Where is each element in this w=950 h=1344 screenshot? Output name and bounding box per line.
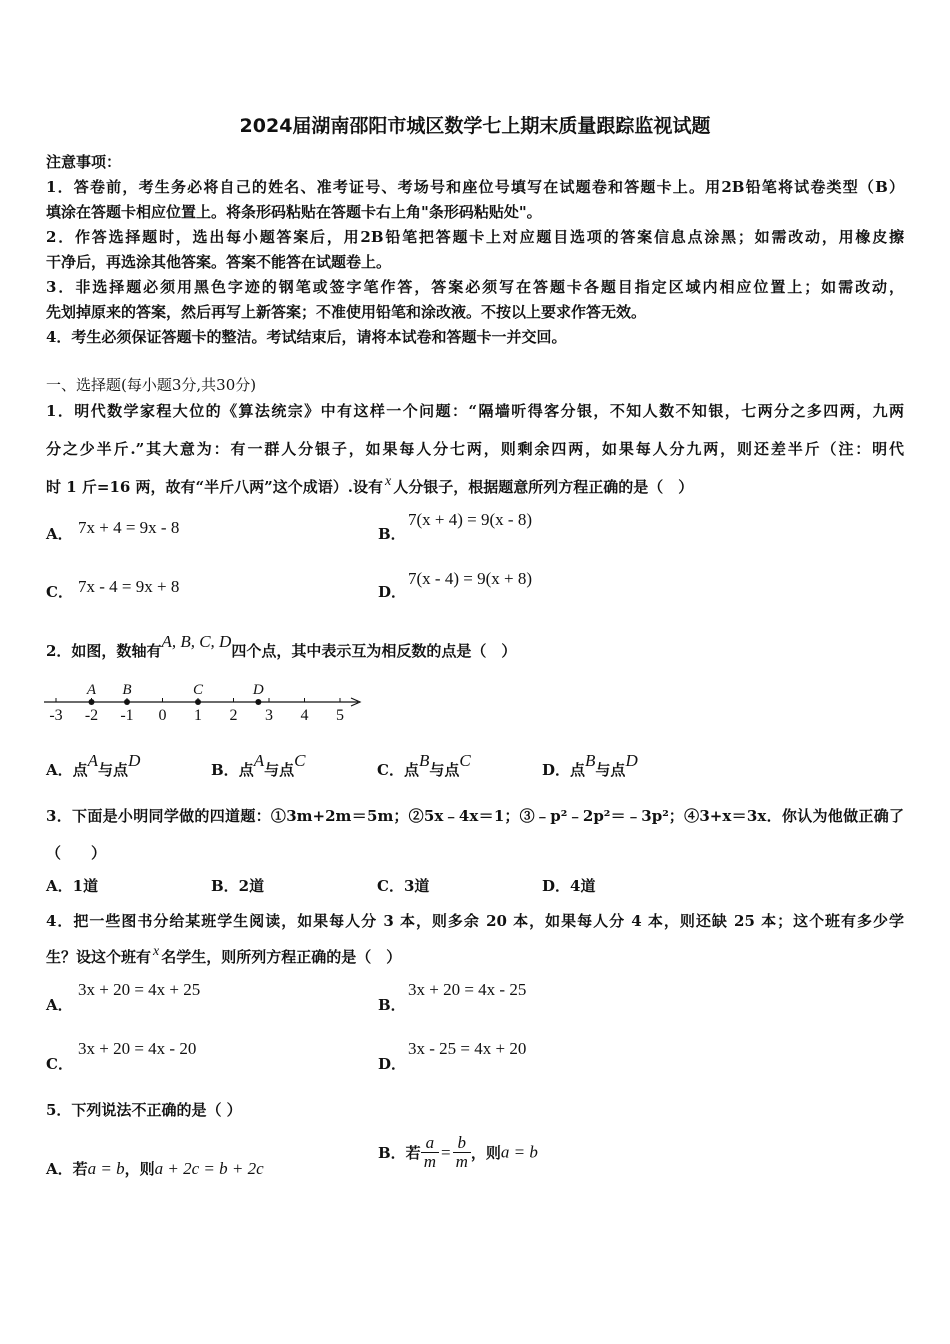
number-line-point-label: D xyxy=(252,682,264,698)
notice-line-2: 填涂在答题卡相应位置上。将条形码粘贴在答题卡右上角"条形码粘贴处"。 xyxy=(46,203,542,221)
q1-option-b-equation: 7(x + 4) = 9(x - 8) xyxy=(408,510,532,529)
q1-option-a-equation: 7x + 4 = 9x - 8 xyxy=(78,518,180,537)
number-line-tick-label: 1 xyxy=(194,707,202,724)
q5-option-a-key: A．若 xyxy=(46,1160,88,1178)
q4-variable: x xyxy=(153,944,160,959)
q1-line-3-a: 时 1 斤=16 两，故有“半斤八两”这个成语）.设有 xyxy=(46,478,384,496)
q5-option-b-key: B．若 xyxy=(378,1144,421,1162)
q2-option-a[interactable] xyxy=(46,751,141,780)
q2-option-part: B． xyxy=(211,761,239,779)
q2-option-part: 点 xyxy=(403,761,419,779)
number-line-figure xyxy=(40,678,370,726)
q5-option-b-result: a = b xyxy=(500,1142,538,1162)
number-line-tick-label: 2 xyxy=(229,707,238,724)
q2-option-part: A xyxy=(87,751,99,770)
q4-line-2 xyxy=(46,944,402,969)
q5-fraction-a-numerator: a xyxy=(421,1134,439,1153)
number-line-tick-label: -2 xyxy=(84,707,99,724)
number-line-point-label: C xyxy=(192,682,204,698)
q3-option-d[interactable]: D．4道 xyxy=(542,877,596,895)
q2-question-a: 2．如图，数轴有 xyxy=(46,642,162,660)
q2-option-part: B xyxy=(418,751,430,770)
number-line-tick-label: 4 xyxy=(300,707,309,724)
q1-option-d-equation: 7(x - 4) = 9(x + 8) xyxy=(408,569,532,588)
q4-option-b-key[interactable]: B． xyxy=(378,996,406,1014)
q1-line-3-b: 人分银子，根据题意所列方程正确的是（ ） xyxy=(393,478,694,496)
number-line-tick-label: 3 xyxy=(265,707,273,724)
number-line-point-label: B xyxy=(122,682,132,698)
q2-option-c[interactable] xyxy=(377,751,471,780)
number-line-point-b xyxy=(124,699,130,705)
q4-option-d-key[interactable]: D． xyxy=(378,1055,407,1073)
q4-option-a-key[interactable]: A． xyxy=(46,996,73,1014)
q4-option-a-equation: 3x + 20 = 4x + 25 xyxy=(78,980,201,999)
q3-option-b[interactable]: B．2道 xyxy=(211,877,265,895)
q5-option-a-result: a + 2c = b + 2c xyxy=(154,1159,264,1178)
q5-option-b-then: ，则 xyxy=(470,1144,501,1162)
q1-line-3 xyxy=(46,474,694,499)
q5-question: 5．下列说法不正确的是（ ） xyxy=(46,1101,242,1119)
page-title: 2024届湖南邵阳市城区数学七上期末质量跟踪监视试题 xyxy=(239,115,711,137)
q2-option-part: D． xyxy=(542,761,571,779)
section-heading: 一、选择题(每小题3分,共30分) xyxy=(46,376,257,394)
q2-option-part: 与点 xyxy=(264,761,295,779)
q1-line-1: 1．明代数学家程大位的《算法统宗》中有这样一个问题：“隔墙听得客分银，不知人数不知银，七两分之多四两，九两 xyxy=(46,402,904,420)
q1-option-d-key[interactable]: D． xyxy=(378,583,407,601)
notice-line-4: 干净后，再选涂其他答案。答案不能答在试题卷上。 xyxy=(46,253,392,271)
q2-option-part: 点 xyxy=(238,761,254,779)
q5-option-a[interactable] xyxy=(46,1159,264,1179)
q1-variable: x xyxy=(385,474,392,489)
q5-equals: = xyxy=(440,1142,451,1162)
q2-option-part: D xyxy=(128,751,141,770)
q4-line-2-b: 名学生，则所列方程正确的是（ ） xyxy=(161,948,402,966)
q3-option-a[interactable]: A．1道 xyxy=(46,877,99,895)
number-line-point-d xyxy=(255,699,261,705)
q1-option-c-equation: 7x - 4 = 9x + 8 xyxy=(78,577,180,596)
q5-fraction-a xyxy=(421,1134,439,1171)
q2-option-d[interactable] xyxy=(542,751,638,780)
q2-option-b[interactable] xyxy=(211,751,306,780)
q2-option-part: C xyxy=(459,751,471,770)
notice-line-5: 3．非选择题必须用黑色字迹的钢笔或签字笔作答，答案必须写在答题卡各题目指定区域内相应位置上；如需改动， xyxy=(46,278,904,296)
q2-option-part: A． xyxy=(46,761,73,779)
q5-fraction-b-denominator: m xyxy=(455,1152,468,1171)
q4-option-d-equation: 3x - 25 = 4x + 20 xyxy=(408,1039,527,1058)
q5-option-a-cond: a = b xyxy=(87,1159,125,1178)
q2-point-list: A, B, C, D xyxy=(161,632,232,651)
notice-line-3: 2．作答选择题时，选出每小题答案后，用2B铅笔把答题卡上对应题目选项的答案信息点涂黑；如需改动，用橡皮擦 xyxy=(46,228,904,246)
q4-option-b-equation: 3x + 20 = 4x - 25 xyxy=(408,980,527,999)
q2-question-b: 四个点，其中表示互为相反数的点是（ ） xyxy=(231,642,517,660)
q1-option-b-key[interactable]: B． xyxy=(378,525,406,543)
q2-option-part: 点 xyxy=(72,761,88,779)
q5-fraction-a-denominator: m xyxy=(423,1152,436,1171)
q2-option-part: A xyxy=(253,751,265,770)
q2-option-part: 点 xyxy=(570,761,586,779)
notice-heading: 注意事项： xyxy=(46,153,122,171)
q2-question xyxy=(46,632,517,661)
q2-option-part: 与点 xyxy=(595,761,626,779)
number-line-tick-label: -3 xyxy=(49,707,63,724)
q5-fraction-b xyxy=(453,1134,471,1171)
number-line-point-c xyxy=(195,699,201,705)
q2-option-part: 与点 xyxy=(429,761,460,779)
q1-line-2: 分之少半斤.”其大意为：有一群人分银子，如果每人分七两，则剩余四两，如果每人分九两，则还差半斤（注：明代 xyxy=(46,440,904,458)
notice-line-6: 先划掉原来的答案，然后再写上新答案；不准使用铅笔和涂改液。不按以上要求作答无效。 xyxy=(46,303,647,321)
number-line-point-a xyxy=(89,699,95,705)
q5-fraction-b-numerator: b xyxy=(453,1134,471,1153)
q2-option-part: C xyxy=(294,751,306,770)
number-line-tick-label: 0 xyxy=(158,707,167,724)
number-line-point-label: A xyxy=(86,682,97,698)
q2-option-part: D xyxy=(625,751,638,770)
q4-option-c-equation: 3x + 20 = 4x - 20 xyxy=(78,1039,197,1058)
q3-line-2: （ ） xyxy=(46,844,107,862)
q2-option-part: C． xyxy=(377,761,404,779)
q4-option-c-key[interactable]: C． xyxy=(46,1055,73,1073)
q1-option-c-key[interactable]: C． xyxy=(46,583,73,601)
q1-option-a-key[interactable]: A． xyxy=(46,525,73,543)
q5-option-b[interactable] xyxy=(378,1134,538,1171)
notice-line-1: 1．答卷前，考生务必将自己的姓名、准考证号、考场号和座位号填写在试题卷和答题卡上。用2B铅笔将试卷类型（B） xyxy=(46,178,904,196)
q4-line-2-a: 生？设这个班有 xyxy=(46,948,152,966)
q2-option-part: B xyxy=(585,751,596,770)
q4-line-1: 4．把一些图书分给某班学生阅读，如果每人分 3 本，则多余 20 本，如果每人分 4 本，则还缺 25 本；这个班有多少学 xyxy=(46,912,904,930)
q3-option-c[interactable]: C．3道 xyxy=(377,877,430,895)
q5-option-a-then: ，则 xyxy=(124,1160,155,1178)
q2-option-part: 与点 xyxy=(98,761,129,779)
number-line-tick-label: -1 xyxy=(120,707,134,724)
q3-line-1: 3．下面是小明同学做的四道题：①3m+2m＝5m；②5x﹣4x＝1；③﹣p²﹣2p²＝﹣3p²；④3+x＝3x．你认为他做正确了 xyxy=(46,807,904,825)
number-line-tick-label: 5 xyxy=(336,707,344,724)
notice-line-7: 4．考生必须保证答题卡的整洁。考试结束后，请将本试卷和答题卡一并交回。 xyxy=(46,328,567,346)
